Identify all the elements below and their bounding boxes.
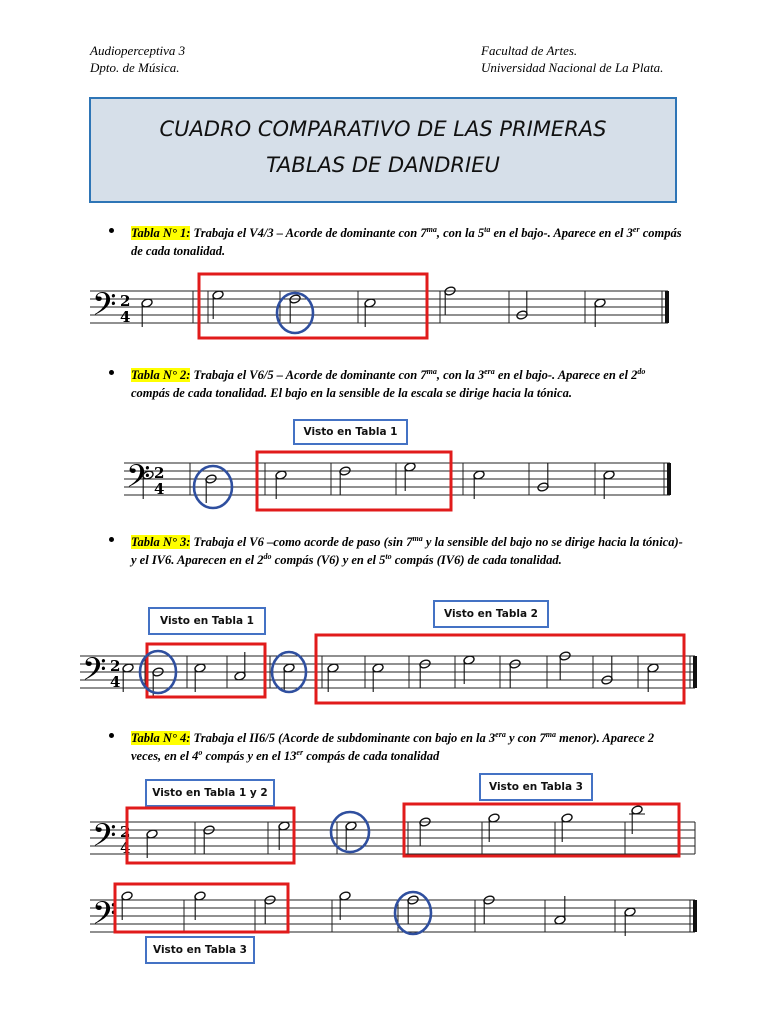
half-note <box>601 656 613 685</box>
bass-clef-icon: 𝄢 <box>92 817 117 861</box>
faculty-name: Facultad de Artes. <box>481 43 578 58</box>
time-signature-bottom: 4 <box>120 839 131 857</box>
staff-tabla-3 <box>0 630 768 710</box>
section-text <box>131 729 684 765</box>
section-text <box>131 533 684 569</box>
final-barline <box>693 656 697 688</box>
half-note <box>516 291 528 320</box>
course-name: Audioperceptiva 3 <box>90 43 186 58</box>
staff-tabla-4-line-1 <box>0 800 768 870</box>
half-note <box>203 825 215 854</box>
bullet <box>109 733 114 738</box>
half-note <box>289 294 301 323</box>
bullet <box>109 537 114 542</box>
section-body: Trabaja el V6 –como acorde de paso (sin $7^{ma}$ y la sensible del bajo no se dirige hacia la tónica)- y el IV6. Aparecen en el $2^{do}$ compás (V6) y en el $5^{to}$ compás (IV6) de cada tonalidad. <box>131 533 683 567</box>
half-note <box>537 463 549 492</box>
section-text <box>131 224 684 260</box>
half-note <box>339 466 351 495</box>
section-body: Trabaja el V4/3 – Acorde de dominante con $7^{ma}$, con la $5^{ta}$ en el bajo-. Aparece en el 3er compás de cada tonalidad. <box>131 224 682 258</box>
blue-highlight-circle <box>395 892 431 934</box>
half-note <box>264 895 276 924</box>
final-barline <box>667 463 671 495</box>
visto-label-t4-c: Visto en Tabla 3 <box>145 936 255 964</box>
header-right <box>481 42 663 76</box>
section-label: Tabla N° 4: <box>131 731 191 745</box>
final-barline <box>693 900 697 932</box>
time-signature-top: 2 <box>154 464 165 482</box>
section-text <box>131 366 684 402</box>
time-signature-bottom: 4 <box>154 480 165 498</box>
bass-clef-icon: 𝄢 <box>126 458 151 502</box>
visto-label-t4-a: Visto en Tabla 1 y 2 <box>145 779 275 807</box>
section-label: Tabla N° 1: <box>131 226 191 240</box>
section-body: Trabaja el II6/5 (Acorde de subdominante con bajo en la $3^{era}$ y con $7^{ma}$ menor). Aparece 2 veces, en el 4$^o$ compás y en el 13er compás de cada tonalidad <box>131 729 655 763</box>
visto-label-t2: Visto en Tabla 1 <box>293 419 408 445</box>
time-signature-bottom: 4 <box>120 308 131 326</box>
bass-clef-icon: 𝄢 <box>82 651 107 695</box>
section-label: Tabla N° 2: <box>131 368 191 382</box>
half-note <box>419 817 431 846</box>
title-box <box>89 97 677 203</box>
university-name: Universidad Nacional de La Plata. <box>481 60 664 75</box>
bullet <box>109 228 114 233</box>
staff-tabla-2 <box>0 450 768 520</box>
half-note <box>407 895 419 924</box>
time-signature-bottom: 4 <box>110 673 121 691</box>
header-left <box>90 42 185 76</box>
half-note <box>483 895 495 924</box>
time-signature-top: 2 <box>120 292 131 310</box>
bass-clef-icon: 𝄢 <box>92 286 117 330</box>
half-note <box>509 659 521 688</box>
time-signature-top: 2 <box>110 657 121 675</box>
visto-label-t3-b: Visto en Tabla 2 <box>433 600 549 628</box>
title-line-1: CUADRO COMPARATIVO DE LAS PRIMERAS <box>159 117 607 141</box>
bullet <box>109 370 114 375</box>
half-note <box>419 659 431 688</box>
staff-tabla-1 <box>0 270 768 350</box>
visto-label-t4-b: Visto en Tabla 3 <box>479 773 593 801</box>
bass-clef-icon: 𝄢 <box>92 895 117 939</box>
red-highlight-box <box>257 452 451 510</box>
half-note <box>444 286 456 315</box>
section-body: Trabaja el V6/5 – Acorde de dominante con $7^{ma}$, con la $3^{era}$ en el bajo-. Aparece en el $2^{do}$ compás de cada tonalidad. El bajo en la sensible de la escala se dirige hacia la tónica. <box>131 366 646 400</box>
time-signature-top: 2 <box>120 823 131 841</box>
red-highlight-box <box>127 808 294 863</box>
final-barline <box>665 291 669 323</box>
half-note <box>559 651 571 680</box>
department-name: Dpto. de Música. <box>90 60 180 75</box>
section-label: Tabla N° 3: <box>131 535 191 549</box>
half-note <box>205 474 217 503</box>
visto-label-t3-a: Visto en Tabla 1 <box>148 607 266 635</box>
staff-tabla-4-line-2 <box>0 878 768 943</box>
title-line-2: TABLAS DE DANDRIEU <box>266 153 500 177</box>
